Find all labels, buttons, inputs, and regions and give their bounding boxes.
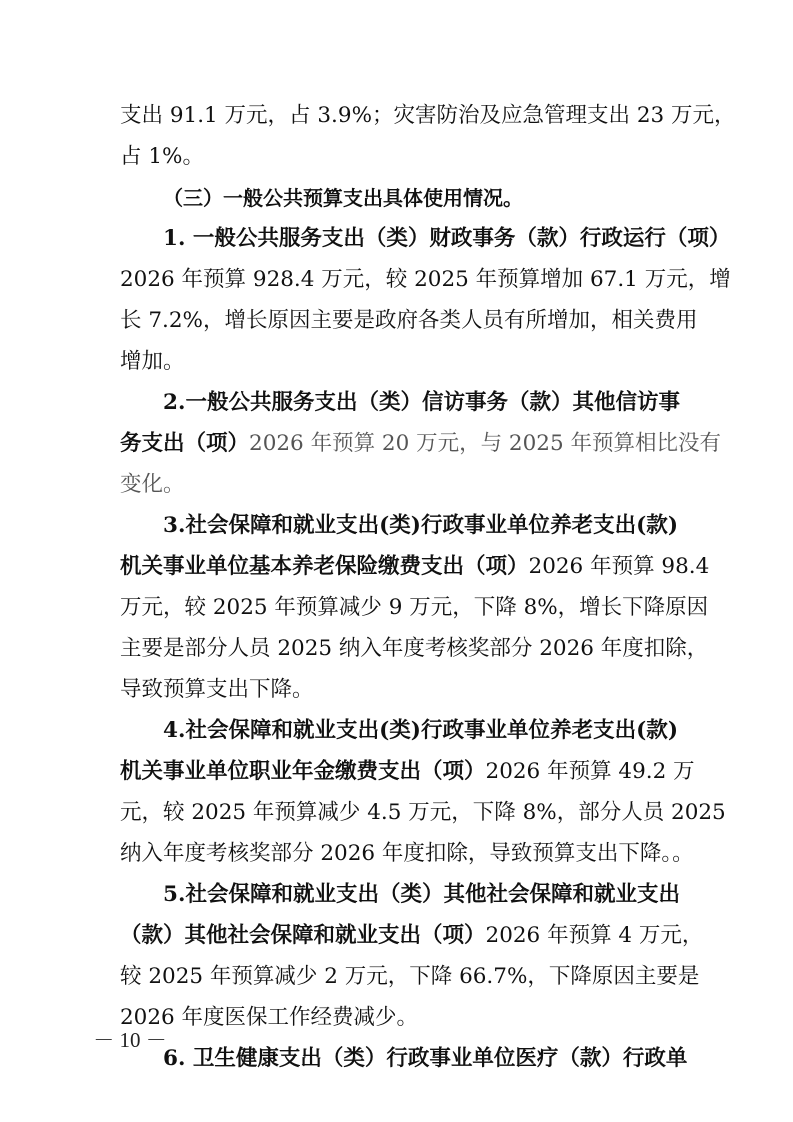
text-line: 主要是部分人员 2025 纳入年度考核奖部分 2026 年度扣除， <box>120 636 709 661</box>
text-line: 纳入年度考核奖部分 2026 年度扣除，导致预算支出下降。。 <box>120 841 694 866</box>
text-line: 元，较 2025 年预算减少 4.5 万元，下降 8%，部分人员 2025 <box>120 800 726 825</box>
item-3-heading-tail: 机关事业单位基本养老保险缴费支出（项） <box>120 554 529 579</box>
text-line: 导致预算支出下降。 <box>120 677 314 702</box>
item-4-heading: 4.社会保障和就业支出(类)行政事业单位养老支出(款) <box>163 718 678 743</box>
item-2-detail: 2026 年预算 20 万元，与 2025 年预算相比没有 <box>249 431 721 456</box>
text-line: 2026 年预算 928.4 万元，较 2025 年预算增加 67.1 万元，增 <box>120 267 731 292</box>
text-line: 占 1%。 <box>120 144 204 169</box>
text-line: 变化。 <box>120 472 185 497</box>
item-1-heading: 1. 一般公共服务支出（类）财政事务（款）行政运行（项） <box>163 226 731 251</box>
page-number: － 10 － <box>93 1028 167 1052</box>
item-4-heading-tail: 机关事业单位职业年金缴费支出（项） <box>120 759 486 784</box>
item-2-heading-tail: 务支出（项） <box>120 431 250 456</box>
item-4-detail: 2026 年预算 49.2 万 <box>485 759 695 784</box>
text-line: 支出 91.1 万元，占 3.9%；灾害防治及应急管理支出 23 万元， <box>120 103 736 128</box>
item-5-heading: 5.社会保障和就业支出（类）其他社会保障和就业支出 <box>163 882 680 907</box>
text-line <box>120 430 721 458</box>
text-line <box>120 758 695 786</box>
item-2-heading: 2.一般公共服务支出（类）信访事务（款）其他信访事 <box>163 390 680 415</box>
text-line: 增加。 <box>120 349 185 374</box>
document-body <box>120 102 736 1086</box>
item-3-heading: 3.社会保障和就业支出(类)行政事业单位养老支出(款) <box>163 513 678 538</box>
text-line <box>120 922 704 950</box>
text-line: 万元，较 2025 年预算减少 9 万元，下降 8%，增长下降原因 <box>120 595 709 620</box>
text-line: 2026 年度医保工作经费减少。 <box>120 1005 419 1030</box>
text-line <box>120 553 710 581</box>
item-3-detail: 2026 年预算 98.4 <box>528 554 710 579</box>
item-6-heading: 6. 卫生健康支出（类）行政事业单位医疗（款）行政单 <box>163 1046 688 1071</box>
item-5-detail: 2026 年预算 4 万元， <box>485 923 704 948</box>
item-5-heading-tail: （款）其他社会保障和就业支出（项） <box>120 923 486 948</box>
text-line: 长 7.2%，增长原因主要是政府各类人员有所增加，相关费用 <box>120 308 698 333</box>
section-heading: （三）一般公共预算支出具体使用情况。 <box>163 186 523 210</box>
text-line: 较 2025 年预算减少 2 万元，下降 66.7%，下降原因主要是 <box>120 964 700 989</box>
